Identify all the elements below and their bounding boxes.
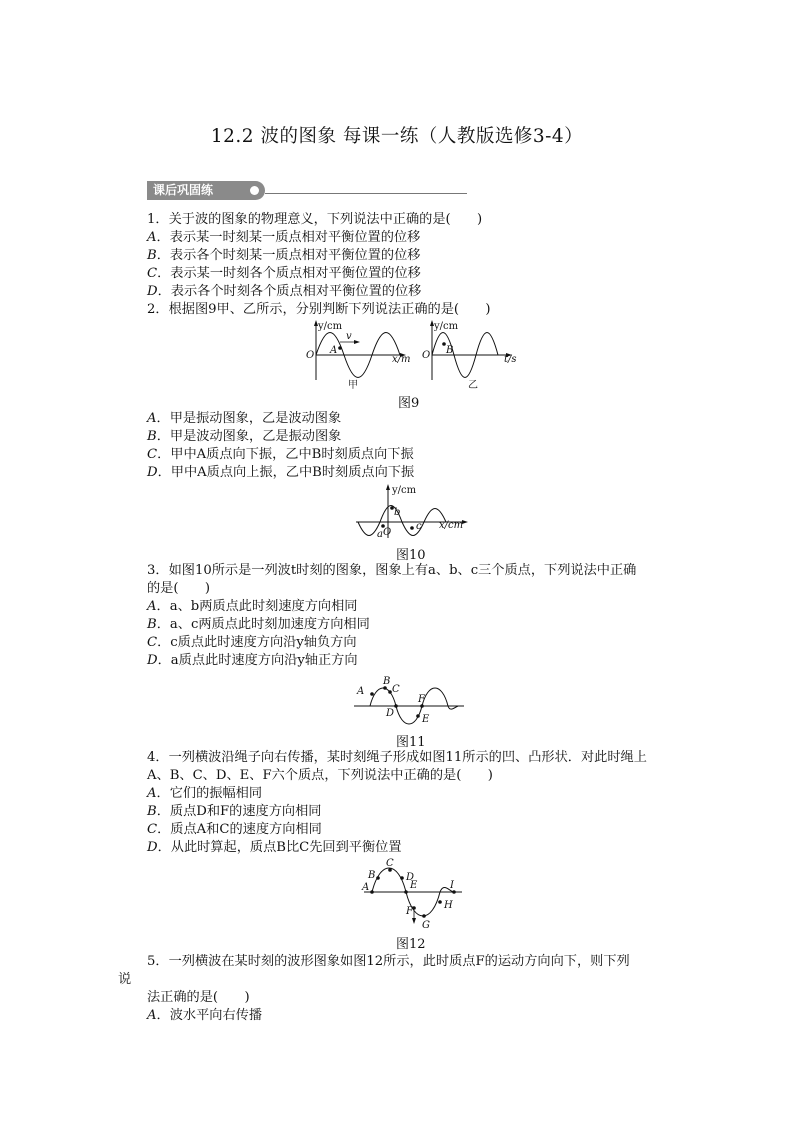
fig10-xlabel: x/cm	[439, 520, 464, 531]
q4-stem-line2: A、B、C、D、E、F六个质点，下列说法中正确的是( )	[147, 768, 493, 783]
fig11-point-d: D	[386, 708, 395, 719]
banner-rule	[265, 193, 467, 194]
q4-option-b: B．质点D和F的速度方向相同	[147, 804, 322, 819]
fig10-point-b: b	[394, 507, 401, 518]
q1-option-c: C．表示某一时刻各个质点相对平衡位置的位移	[147, 266, 421, 281]
figure-11	[352, 674, 468, 726]
fig9-left-sub: 甲	[348, 380, 358, 391]
q5-option-a: A．波水平向右传播	[147, 1008, 263, 1023]
q4-stem-line1: 4．一列横波沿绳子向右传播，某时刻绳子形成如图11所示的凹、凸形状．对此时绳上	[147, 750, 647, 765]
q2-option-c: C．甲中A质点向下振，乙中B时刻质点向下振	[147, 447, 414, 462]
q4-option-a: A．它们的振幅相同	[147, 786, 263, 801]
section-label: 课后巩固练	[147, 181, 265, 200]
fig11-point-a: A	[357, 686, 365, 697]
q2-option-d: D．甲中A质点向上振，乙中B时刻质点向下振	[147, 465, 415, 480]
q3-option-a: A．a、b两质点此时刻速度方向相同	[147, 599, 358, 614]
fig10-ylabel: y/cm	[392, 485, 417, 496]
fig12-point-a: A	[362, 882, 370, 893]
fig12-point-b: B	[368, 870, 376, 881]
q2-option-b: B．甲是波动图象，乙是振动图象	[147, 429, 342, 444]
fig9-right-ylabel: y/cm	[434, 321, 459, 332]
fig9-caption: 图9	[398, 396, 420, 411]
fig11-point-b: B	[383, 676, 391, 687]
fig11-caption: 图11	[396, 735, 426, 750]
fig12-point-e: E	[410, 880, 418, 891]
q1-option-a: A．表示某一时刻某一质点相对平衡位置的位移	[147, 230, 421, 245]
q1-option-b: B．表示各个时刻某一质点相对平衡位置的位移	[147, 248, 421, 263]
q1-stem: 1．关于波的图象的物理意义，下列说法中正确的是( )	[147, 212, 483, 227]
q3-option-c: C．c质点此时速度方向沿y轴负方向	[147, 635, 357, 650]
q4-option-c: C．质点A和C的速度方向相同	[147, 822, 322, 837]
q5-stem-overflow: 说	[118, 972, 132, 987]
fig11-point-f: F	[418, 694, 425, 705]
fig11-point-e: E	[422, 714, 430, 725]
fig9-right-point: B	[446, 345, 454, 356]
q3-option-b: B．a、c两质点此时刻加速度方向相同	[147, 617, 370, 632]
fig9-left-ylabel: y/cm	[318, 321, 343, 332]
q2-stem: 2．根据图9甲、乙所示，分别判断下列说法正确的是( )	[147, 302, 491, 317]
q3-option-d: D．a质点此时速度方向沿y轴正方向	[147, 653, 358, 668]
fig9-right-sub: 乙	[468, 380, 478, 391]
page-title: 12.2 波的图象 每课一练（人教版选修3-4）	[210, 126, 584, 147]
q3-stem-line1: 3．如图10所示是一列波t时刻的图象，图象上有a、b、c三个质点，下列说法中正确	[147, 563, 637, 578]
figure-9	[296, 318, 526, 398]
q5-stem-line1: 5．一列横波在某时刻的波形图象如图12所示，此时质点F的运动方向向下，则下列	[147, 954, 630, 969]
fig12-point-c: C	[386, 858, 394, 869]
fig10-point-c: c	[416, 521, 422, 532]
figure-10	[354, 482, 474, 544]
fig9-left-origin: O	[306, 350, 315, 361]
fig10-point-a: a	[377, 529, 383, 540]
fig12-point-d: D	[406, 872, 415, 883]
figure-12	[358, 856, 466, 932]
fig9-right-origin: O	[422, 350, 431, 361]
fig12-point-g: G	[422, 920, 430, 931]
fig10-caption: 图10	[396, 548, 426, 563]
fig12-point-f: F	[406, 906, 413, 917]
fig9-right-xlabel: t/s	[504, 354, 517, 365]
fig10-origin: O	[383, 527, 392, 538]
q1-option-d: D．表示各个时刻各个质点相对平衡位置的位移	[147, 284, 422, 299]
fig12-point-h: H	[444, 900, 453, 911]
fig9-left-point: A	[330, 345, 338, 356]
q3-stem-line2: 的是( )	[147, 581, 211, 596]
fig12-caption: 图12	[396, 937, 426, 952]
q2-option-a: A．甲是振动图象，乙是波动图象	[147, 411, 342, 426]
fig11-point-c: C	[392, 684, 400, 695]
fig9-left-xlabel: x/m	[392, 354, 411, 365]
banner-dot-icon	[250, 186, 259, 195]
section-banner	[147, 181, 467, 201]
q4-option-d: D．从此时算起，质点B比C先回到平衡位置	[147, 840, 402, 855]
fig9-left-arrow: v	[346, 331, 352, 342]
q5-stem-line2: 法正确的是( )	[147, 990, 250, 1005]
fig12-point-i: I	[450, 880, 454, 891]
